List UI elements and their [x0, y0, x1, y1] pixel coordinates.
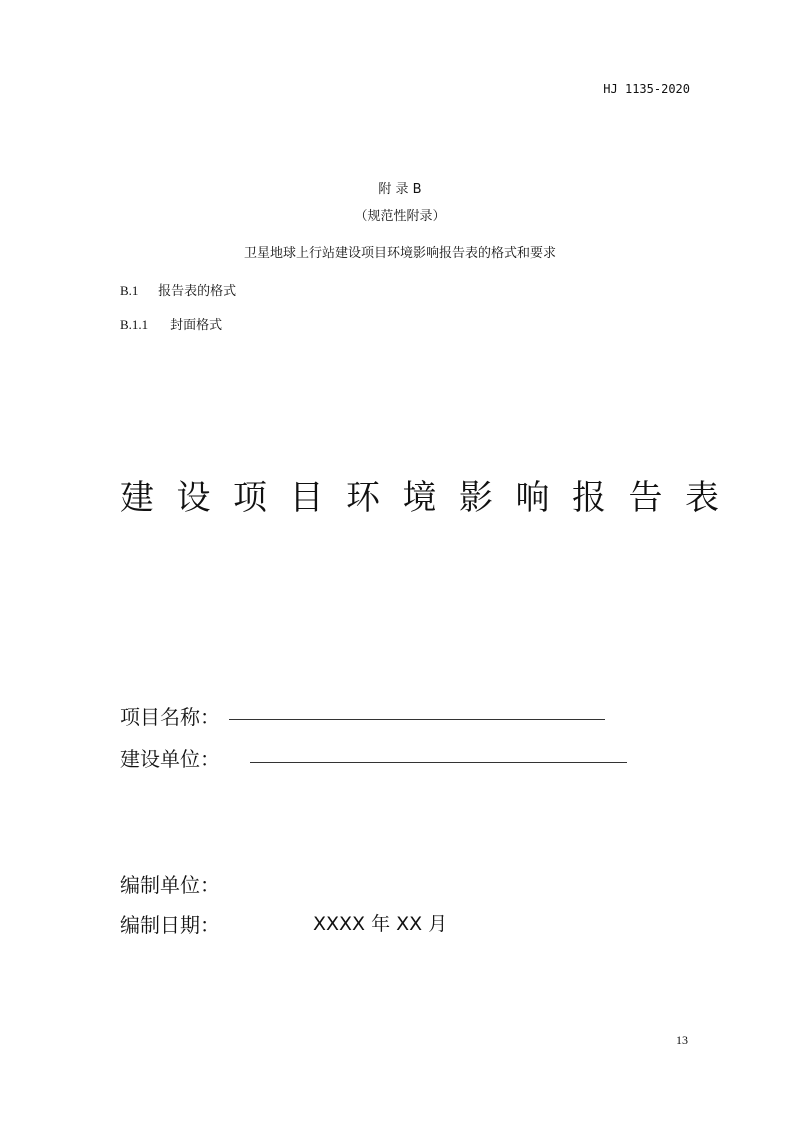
- appendix-type: （规范性附录）: [354, 209, 446, 224]
- construction-unit-blank: [250, 762, 627, 763]
- compile-date-value: XXXX 年 XX 月: [313, 913, 448, 935]
- field-project-name-label: 项目名称：: [120, 705, 220, 729]
- standard-code: HJ 1135-2020: [603, 82, 690, 96]
- appendix-title: 卫星地球上行站建设项目环境影响报告表的格式和要求: [243, 246, 556, 261]
- section-number: B.1.1: [120, 317, 149, 332]
- section-title: 报告表的格式: [158, 284, 237, 299]
- section-b1-1: [120, 314, 222, 333]
- field-compile-date-label: 编制日期：: [120, 913, 220, 937]
- appendix-label: 附 录 B: [378, 182, 422, 197]
- project-name-blank: [229, 719, 605, 720]
- section-number: B.1: [120, 283, 139, 298]
- section-b1: [120, 280, 236, 299]
- field-construction-unit-label: 建设单位：: [120, 747, 220, 771]
- page-number: 13: [676, 1033, 688, 1047]
- section-title: 封面格式: [170, 318, 223, 333]
- field-compiling-unit-label: 编制单位：: [120, 873, 220, 897]
- cover-title: 建设项目环境影响报告表: [120, 478, 742, 518]
